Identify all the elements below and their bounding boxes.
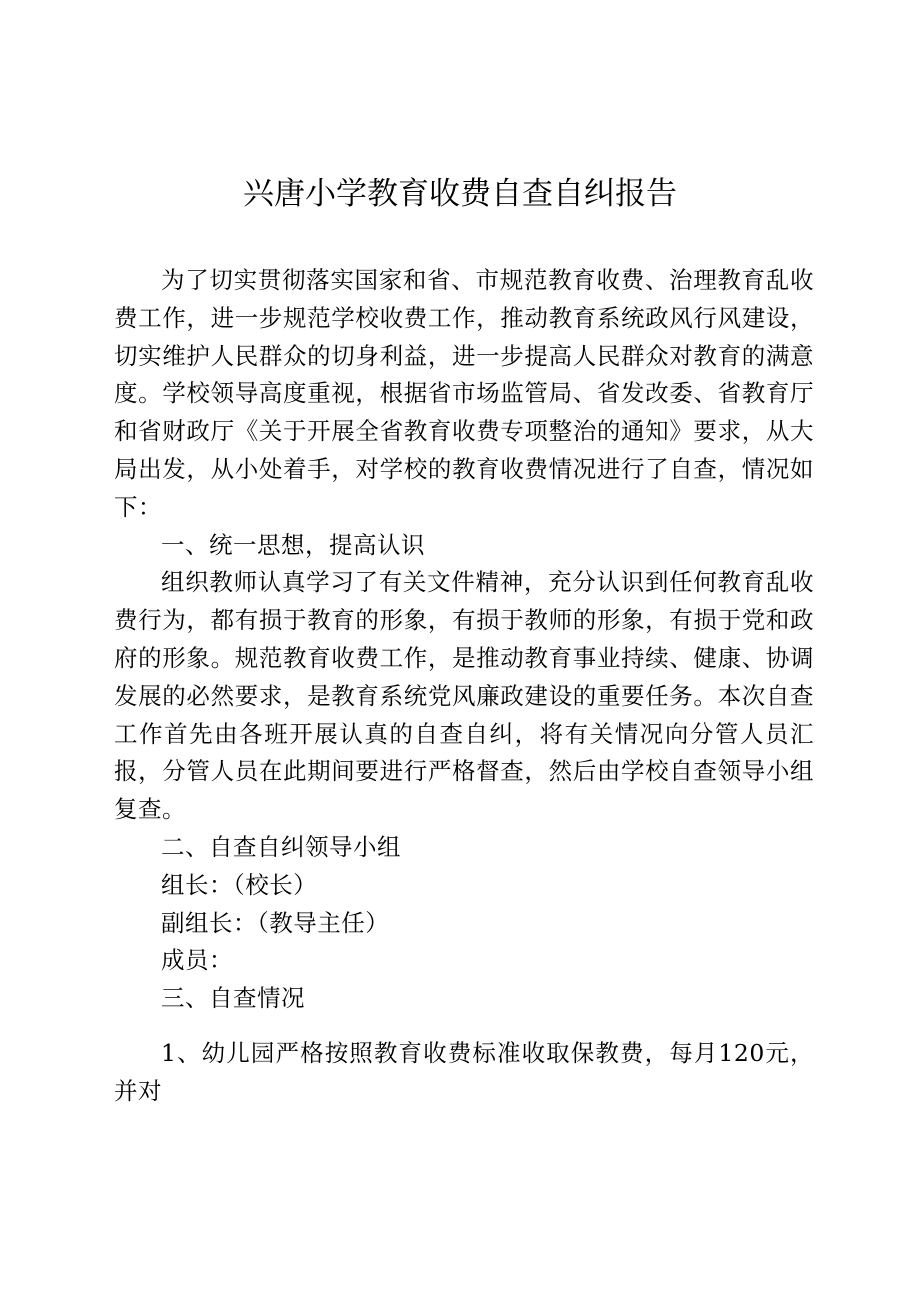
members-line: 成员：	[161, 946, 233, 975]
section-1-paragraph: 组织教师认真学习了有关文件精神，充分认识到任何教育乱收费行为，都有损于教育的形象，有损于教师的形象，有损于党和政府的形象。规范教育收费工作，是推动教育事业持续、健康、协调发展的必然要求，是教育系统党风廉政建设的重要任务。本次自查工作首先由各班开展认真的自查自纠，将有关情况向分管人员汇报，分管人员在此期间要进行严格督查，然后由学校自查领导小组复查。	[114, 568, 814, 824]
section-heading-1: 一、统一思想，提高认识	[161, 530, 425, 559]
deputy-leader-line: 副组长：（教导主任）	[161, 908, 390, 937]
document-body	[114, 262, 814, 1111]
group-leader-line: 组长：（校长）	[161, 870, 318, 899]
document-title: 兴唐小学教育收费自查自纠报告	[243, 176, 677, 212]
section-3-item-1: 1、幼儿园严格按照教育收费标准收取保教费，每月120元，并对	[114, 1038, 814, 1105]
section-heading-2: 二、自查自纠领导小组	[161, 832, 401, 861]
intro-paragraph: 为了切实贯彻落实国家和省、市规范教育收费、治理教育乱收费工作，进一步规范学校收费工作，推动教育系统政风行风建设，切实维护人民群众的切身利益，进一步提高人民群众对教育的满意度。学校领导高度重视，根据省市场监管局、省发改委、省教育厅和省财政厅《关于开展全省教育收费专项整治的通知》要求，从大局出发，从小处着手，对学校的教育收费情况进行了自查，情况如下：	[114, 266, 814, 521]
section-heading-3: 三、自查情况	[161, 984, 305, 1013]
